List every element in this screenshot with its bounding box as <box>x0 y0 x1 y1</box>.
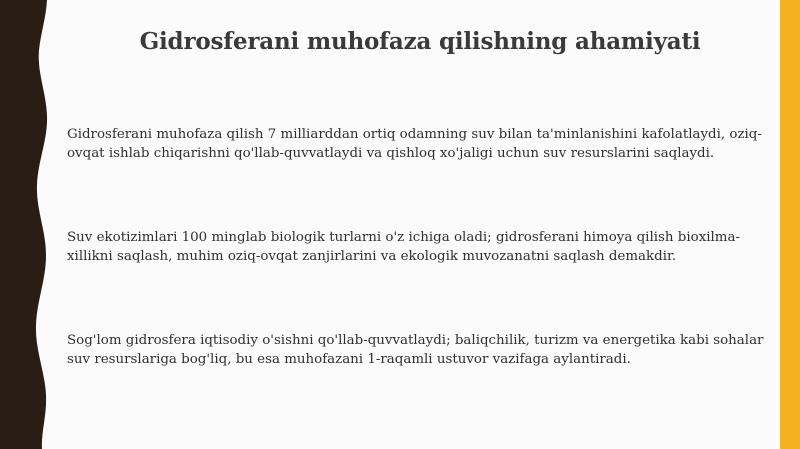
paragraph-economy: Sog'lom gidrosfera iqtisodiy o'sishni qo'llab-quvvatlaydi; baliqchilik, turizm va energetika kabi sohalar suv resurslariga bog'liq, bu esa muhofazani 1-raqamli ustuvor vazifaga aylantiradi. <box>67 333 764 367</box>
right-accent-bar <box>780 0 800 449</box>
slide-title: Gidrosferani muhofaza qilishning ahamiyati <box>139 28 701 55</box>
left-wavy-border <box>0 0 70 449</box>
paragraph-water-supply: Gidrosferani muhofaza qilish 7 milliarddan ortiq odamning suv bilan ta'minlanishini kafolatlaydi, oziq-ovqat ishlab chiqarishni qo'llab-quvvatlaydi va qishloq xo'jaligi uchun suv resurslarini saqlaydi. <box>67 127 762 161</box>
paragraph-biodiversity: Suv ekotizimlari 100 minglab biologik turlarni o'z ichiga oladi; gidrosferani himoya qilish bioxilma-xillikni saqlash, muhim oziq-ovqat zanjirlarini va ekologik muvozanatni saqlash demakdir. <box>67 230 741 264</box>
